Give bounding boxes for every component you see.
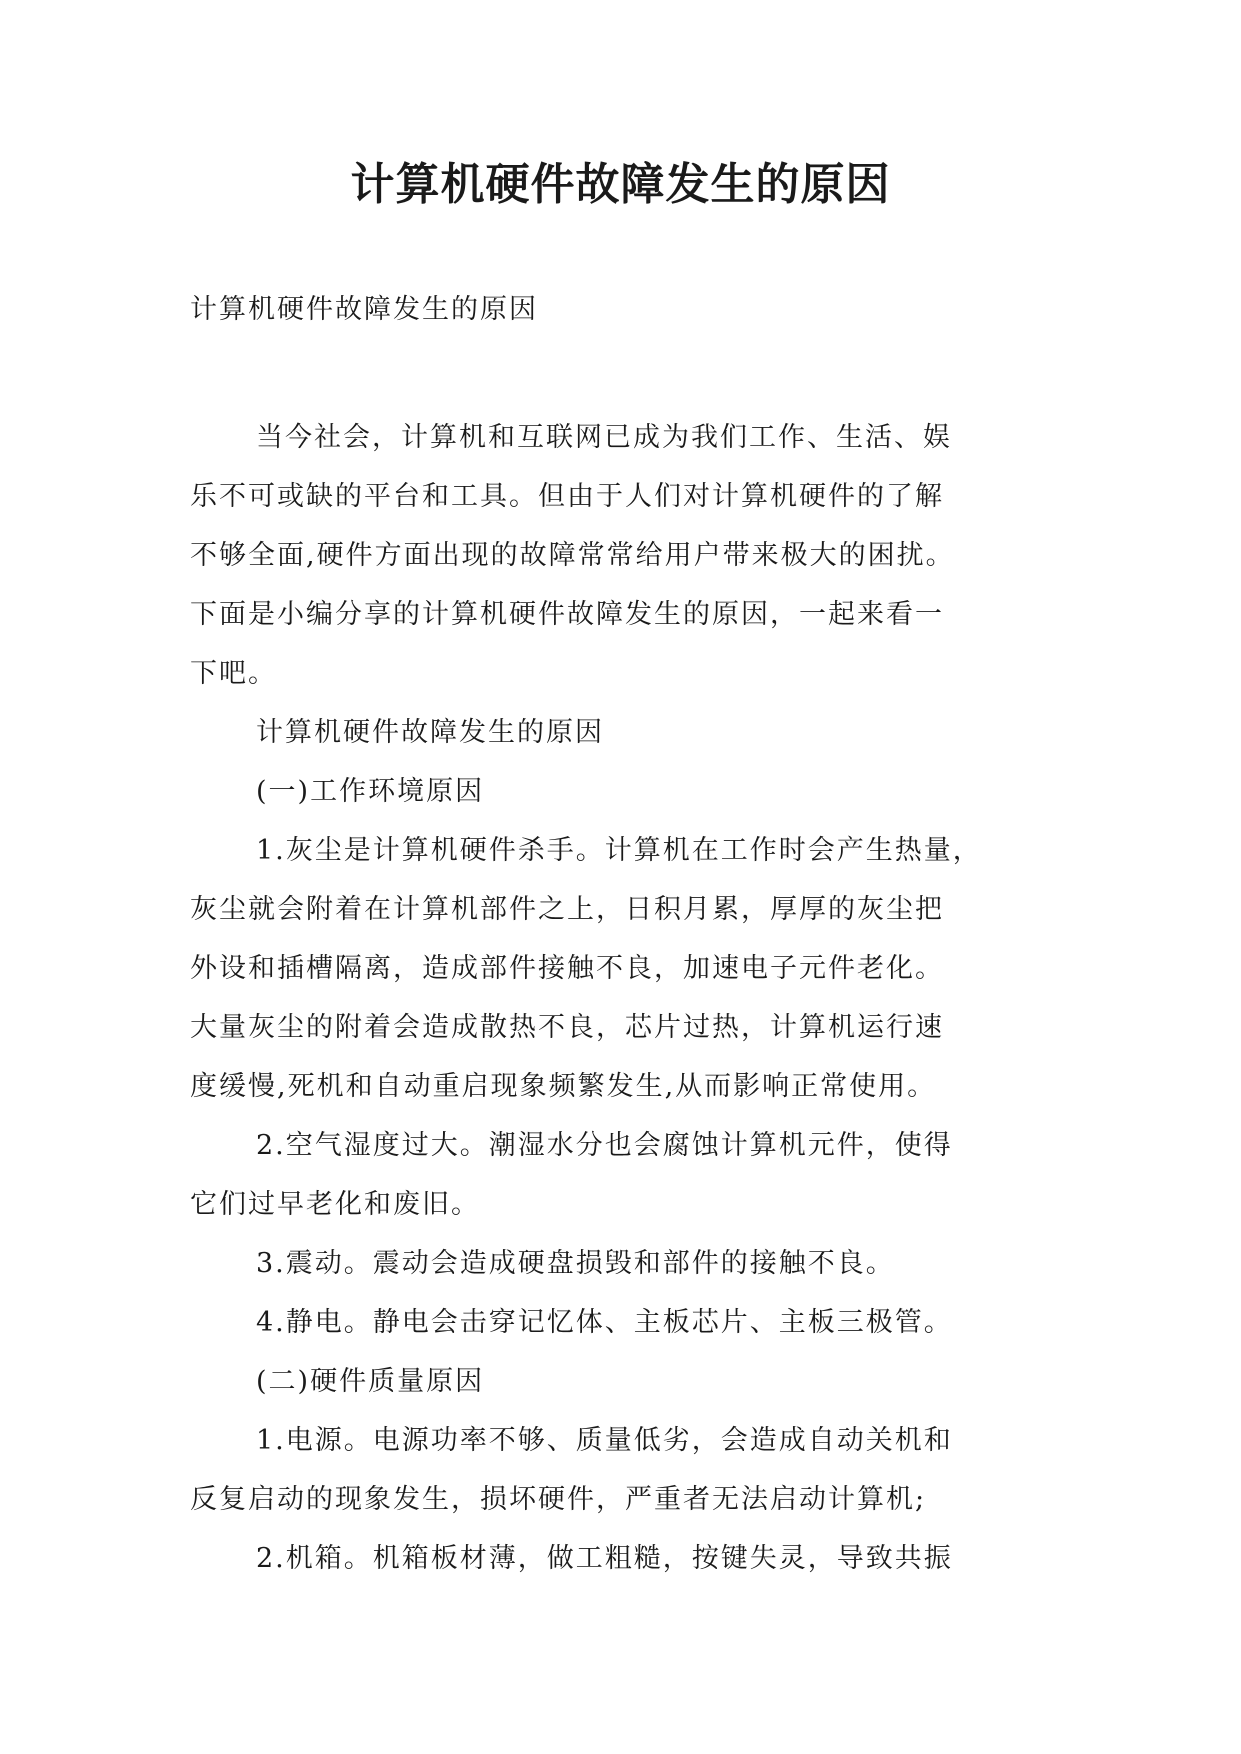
text-line: 下面是小编分享的计算机硬件故障发生的原因，一起来看一 [190, 599, 944, 630]
text-line: 2.空气湿度过大。潮湿水分也会腐蚀计算机元件，使得 [256, 1130, 953, 1161]
document-subtitle: 计算机硬件故障发生的原因 [190, 294, 538, 325]
text-line: 乐不可或缺的平台和工具。但由于人们对计算机硬件的了解 [190, 481, 944, 512]
text-line: (一)工作环境原因 [256, 776, 485, 807]
text-line: 计算机硬件故障发生的原因 [256, 717, 604, 748]
text-line: 外设和插槽隔离，造成部件接触不良，加速电子元件老化。 [190, 953, 944, 984]
text-line: (二)硬件质量原因 [256, 1366, 485, 1397]
text-line: 不够全面,硬件方面出现的故障常常给用户带来极大的困扰。 [190, 540, 955, 571]
text-line: 1.电源。电源功率不够、质量低劣，会造成自动关机和 [256, 1425, 953, 1456]
text-line: 它们过早老化和废旧。 [190, 1189, 480, 1220]
text-line: 下吧。 [190, 658, 277, 689]
text-line: 灰尘就会附着在计算机部件之上，日积月累，厚厚的灰尘把 [190, 894, 944, 925]
text-line: 反复启动的现象发生，损坏硬件，严重者无法启动计算机; [190, 1484, 927, 1515]
text-line: 1.灰尘是计算机硬件杀手。计算机在工作时会产生热量， [256, 835, 982, 866]
text-line: 2.机箱。机箱板材薄，做工粗糙，按键失灵，导致共振 [256, 1543, 953, 1574]
text-line: 3.震动。震动会造成硬盘损毁和部件的接触不良。 [256, 1248, 895, 1279]
document-body [190, 408, 1060, 1588]
text-line: 大量灰尘的附着会造成散热不良，芯片过热，计算机运行速 [190, 1012, 944, 1043]
text-line: 4.静电。静电会击穿记忆体、主板芯片、主板三极管。 [256, 1307, 953, 1338]
document-title: 计算机硬件故障发生的原因 [350, 159, 891, 210]
text-line: 当今社会，计算机和互联网已成为我们工作、生活、娱 [256, 422, 952, 453]
text-line: 度缓慢,死机和自动重启现象频繁发生,从而影响正常使用。 [190, 1071, 937, 1102]
